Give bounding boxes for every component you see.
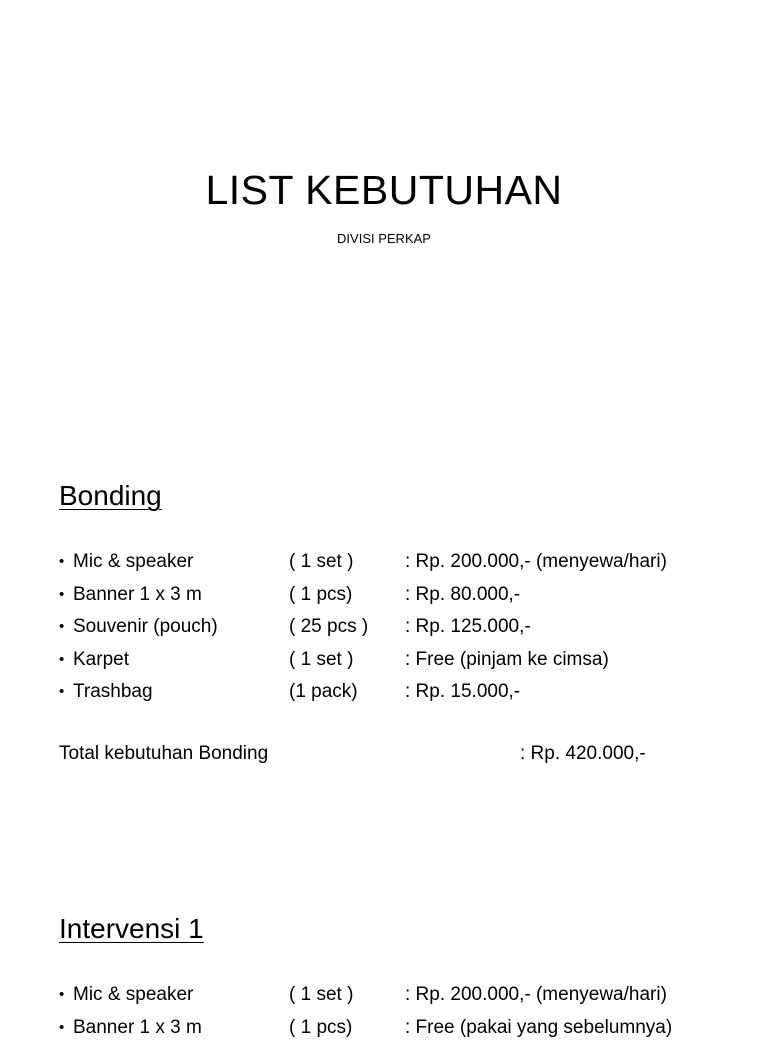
total-label: Total kebutuhan Bonding — [59, 739, 268, 769]
item-name: Mic & speaker — [73, 546, 193, 579]
item-quantity: ( 1 set ) — [289, 979, 353, 1012]
item-name: Souvenir (pouch) — [73, 611, 218, 644]
item-name: Karpet — [73, 644, 129, 677]
item-name: Banner 1 x 3 m — [73, 1012, 202, 1044]
item-quantity: ( 1 pcs) — [289, 579, 352, 612]
bullet-icon: • — [59, 979, 64, 1012]
title-slide — [0, 0, 768, 432]
intervensi-heading: Intervensi 1 — [59, 912, 204, 946]
item-price: : Rp. 200.000,- (menyewa/hari) — [405, 979, 667, 1012]
item-quantity: ( 1 set ) — [289, 546, 353, 579]
item-quantity: (1 pack) — [289, 676, 358, 709]
page-subtitle: DIVISI PERKAP — [0, 231, 768, 247]
item-name: Mic & speaker — [73, 979, 193, 1012]
item-price: : Rp. 125.000,- — [405, 611, 531, 644]
item-name: Banner 1 x 3 m — [73, 579, 202, 612]
item-quantity: ( 1 set ) — [289, 644, 353, 677]
item-quantity: ( 25 pcs ) — [289, 611, 368, 644]
bonding-total-row — [59, 739, 739, 769]
item-price: : Rp. 200.000,- (menyewa/hari) — [405, 546, 667, 579]
bullet-icon: • — [59, 611, 64, 644]
item-price: : Rp. 80.000,- — [405, 579, 520, 612]
item-name: Trashbag — [73, 676, 153, 709]
bullet-icon: • — [59, 1012, 64, 1044]
bullet-icon: • — [59, 546, 64, 579]
bonding-heading: Bonding — [59, 479, 162, 513]
item-price: : Free (pakai yang sebelumnya) — [405, 1012, 672, 1044]
page-title: LIST KEBUTUHAN — [0, 166, 768, 214]
total-value: : Rp. 420.000,- — [520, 739, 646, 769]
bullet-icon: • — [59, 579, 64, 612]
item-price: : Free (pinjam ke cimsa) — [405, 644, 609, 677]
bullet-icon: • — [59, 676, 64, 709]
bullet-icon: • — [59, 644, 64, 677]
item-quantity: ( 1 pcs) — [289, 1012, 352, 1044]
item-price: : Rp. 15.000,- — [405, 676, 520, 709]
